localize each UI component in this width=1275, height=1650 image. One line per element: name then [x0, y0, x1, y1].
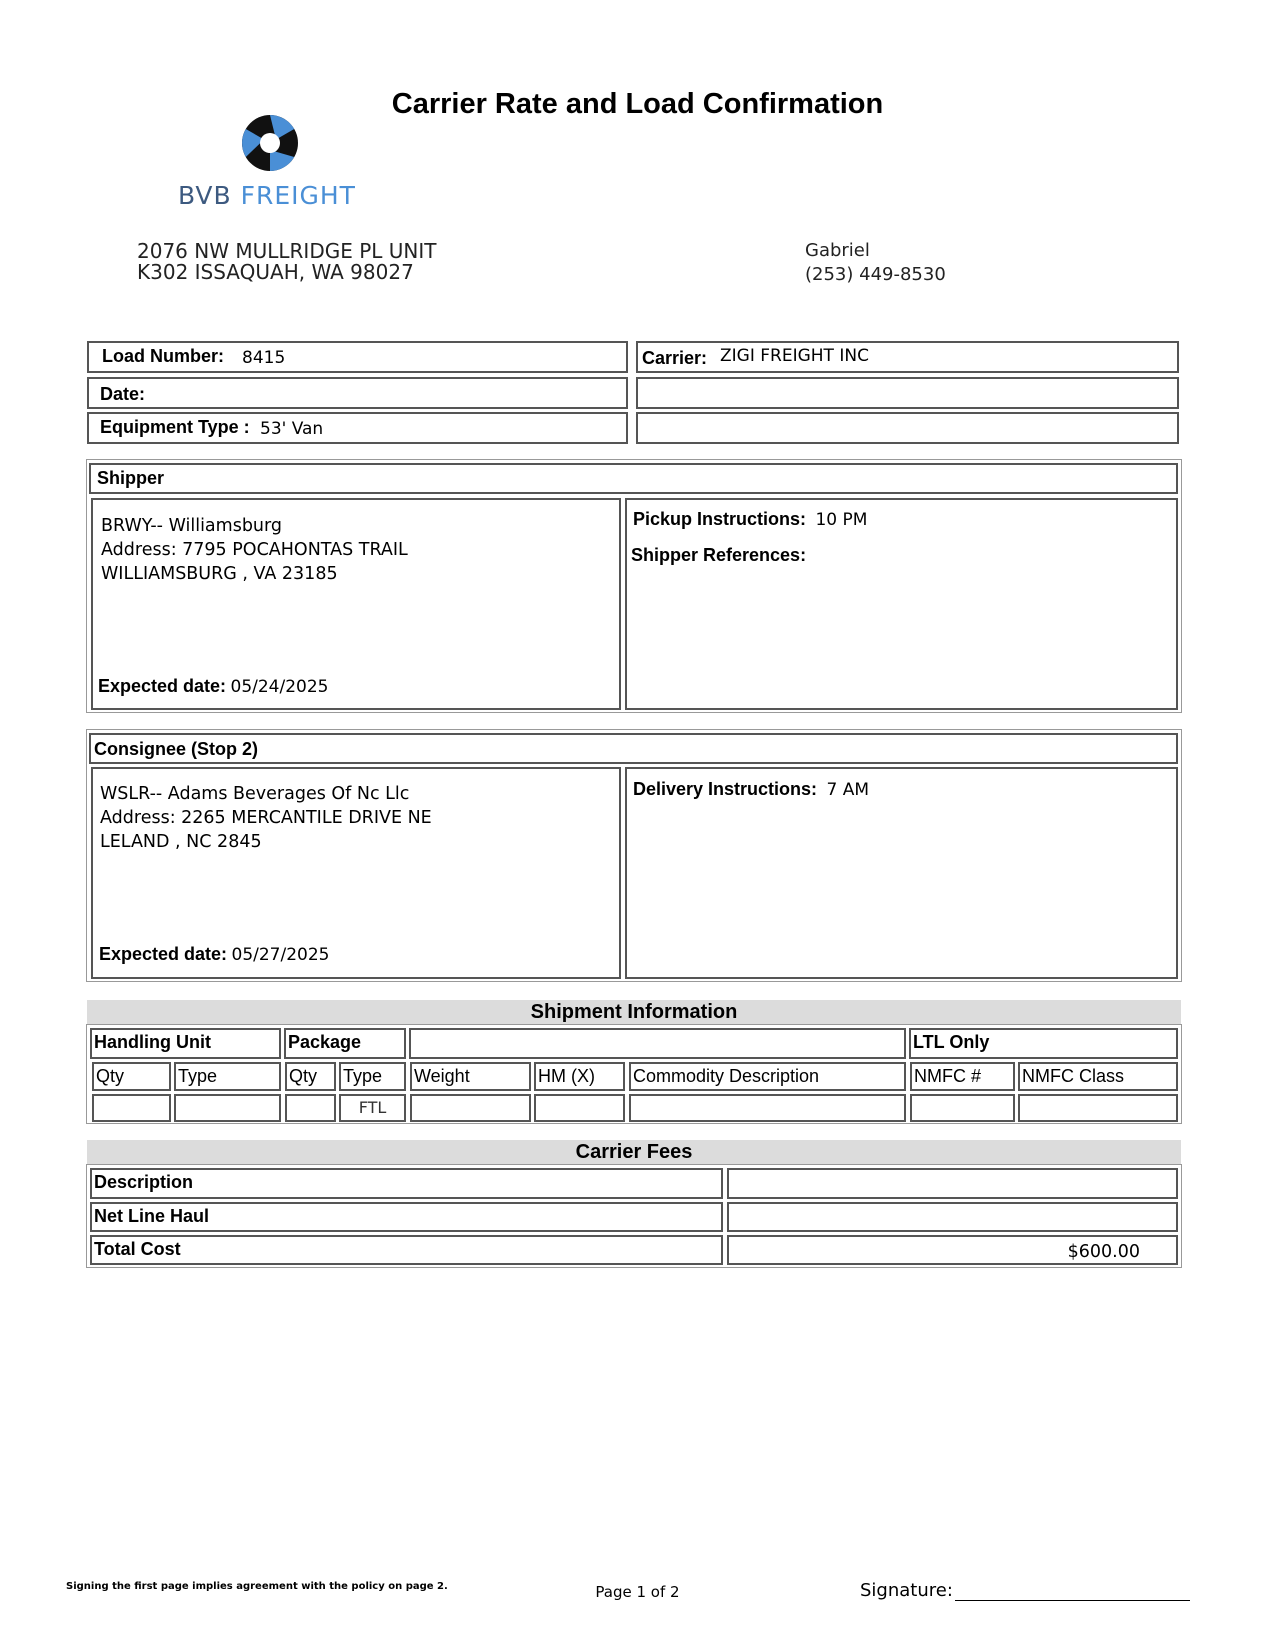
shipper-expected-label: Expected date:: [98, 676, 227, 696]
contact-phone: (253) 449-8530: [805, 264, 946, 285]
consignee-instructions: [625, 767, 1178, 979]
col-nmfc-class: NMFC Class: [1018, 1062, 1178, 1091]
shipper-header: [89, 463, 1178, 494]
col-commodity: Commodity Description: [629, 1062, 906, 1091]
consignee-address-block: [100, 782, 432, 854]
col-hu-qty: Qty: [92, 1062, 171, 1091]
table-cell: FTL: [339, 1094, 406, 1122]
load-number-value: 8415: [242, 348, 286, 368]
shipment-info-header: Shipment Information: [87, 1000, 1181, 1024]
net-line-haul-label: Net Line Haul: [90, 1202, 723, 1232]
logo-wordmark: [178, 181, 368, 210]
pickup-label: Pickup Instructions:: [633, 509, 807, 529]
ltl-only-header: LTL Only: [909, 1028, 1178, 1059]
company-address: [137, 241, 437, 283]
blank-group-header: [409, 1028, 906, 1059]
table-cell: [910, 1094, 1015, 1122]
shipper-address-block: [101, 514, 408, 586]
equipment-field: [87, 412, 628, 444]
handling-unit-header: Handling Unit: [90, 1028, 281, 1059]
company-logo: [178, 113, 368, 213]
load-number-field: [87, 341, 628, 373]
table-cell: [174, 1094, 281, 1122]
signature-area[interactable]: [860, 1580, 1190, 1601]
consignee-details: [91, 767, 621, 979]
logo-word-2: FREIGHT: [240, 181, 356, 210]
signature-label: Signature:: [860, 1580, 953, 1601]
delivery-label: Delivery Instructions:: [633, 779, 818, 799]
shipper-expected-value: 05/24/2025: [230, 677, 329, 697]
table-cell: [92, 1094, 171, 1122]
policy-note: Signing the first page implies agreement with the policy on page 2.: [66, 1581, 448, 1592]
shipper-details: [91, 498, 621, 710]
col-pkg-qty: Qty: [285, 1062, 336, 1091]
delivery-instructions: [633, 779, 869, 800]
shipper-city: WILLIAMSBURG , VA 23185: [101, 564, 338, 584]
table-cell: [285, 1094, 336, 1122]
pickup-value: 10 PM: [815, 510, 868, 530]
total-cost-label: Total Cost: [90, 1235, 723, 1265]
carrier-label: Carrier:: [642, 348, 708, 368]
fee-description-label: Description: [90, 1168, 723, 1199]
load-number-label: Load Number:: [102, 346, 225, 366]
col-weight: Weight: [410, 1062, 531, 1091]
delivery-value: 7 AM: [826, 780, 870, 800]
consignee-city: LELAND , NC 2845: [100, 832, 262, 852]
date-field: [87, 377, 628, 409]
table-cell: [629, 1094, 906, 1122]
date-label: Date:: [100, 384, 146, 404]
col-hu-type: Type: [174, 1062, 281, 1091]
col-hm: HM (X): [534, 1062, 625, 1091]
table-cell: [1018, 1094, 1178, 1122]
consignee-expected-date: [99, 944, 329, 965]
carrier-field: [636, 341, 1179, 373]
fee-description-value: [727, 1168, 1178, 1199]
consignee-header: [89, 733, 1178, 764]
shipper-instructions: [625, 498, 1178, 710]
contact-block: [805, 239, 946, 287]
col-pkg-type: Type: [339, 1062, 406, 1091]
shipper-address: Address: 7795 POCAHONTAS TRAIL: [101, 540, 408, 560]
table-cell: [410, 1094, 531, 1122]
carrier-fees-header: Carrier Fees: [87, 1140, 1181, 1164]
carrier-value: ZIGI FREIGHT INC: [720, 346, 869, 366]
empty-field-1: [636, 377, 1179, 409]
col-nmfc-number: NMFC #: [910, 1062, 1015, 1091]
empty-field-2: [636, 412, 1179, 444]
consignee-expected-label: Expected date:: [99, 944, 228, 964]
page-number: Page 1 of 2: [595, 1583, 680, 1601]
table-cell: [534, 1094, 625, 1122]
package-header: Package: [284, 1028, 406, 1059]
address-line-2: K302 ISSAQUAH, WA 98027: [137, 260, 414, 284]
pickup-instructions: [633, 509, 867, 530]
total-cost-value: $600.00: [727, 1235, 1178, 1265]
net-line-haul-value: [727, 1202, 1178, 1232]
consignee-expected-value: 05/27/2025: [231, 945, 330, 965]
aperture-logo-icon: [240, 113, 300, 173]
logo-word-1: BVB: [178, 181, 232, 210]
equipment-label: Equipment Type :: [100, 417, 250, 437]
consignee-header-label: Consignee (Stop 2): [94, 739, 259, 759]
consignee-name: WSLR-- Adams Beverages Of Nc Llc: [100, 784, 410, 804]
consignee-address: Address: 2265 MERCANTILE DRIVE NE: [100, 808, 432, 828]
contact-name: Gabriel: [805, 240, 870, 261]
shipper-expected-date: [98, 676, 328, 697]
shipper-name: BRWY-- Williamsburg: [101, 516, 283, 536]
shipper-header-label: Shipper: [97, 468, 165, 488]
equipment-value: 53' Van: [260, 419, 324, 439]
signature-line[interactable]: [955, 1586, 1190, 1601]
address-line-1: 2076 NW MULLRIDGE PL UNIT: [137, 239, 437, 263]
document-title: Carrier Rate and Load Confirmation: [391, 88, 884, 120]
shipper-references-label: Shipper References:: [631, 545, 807, 565]
